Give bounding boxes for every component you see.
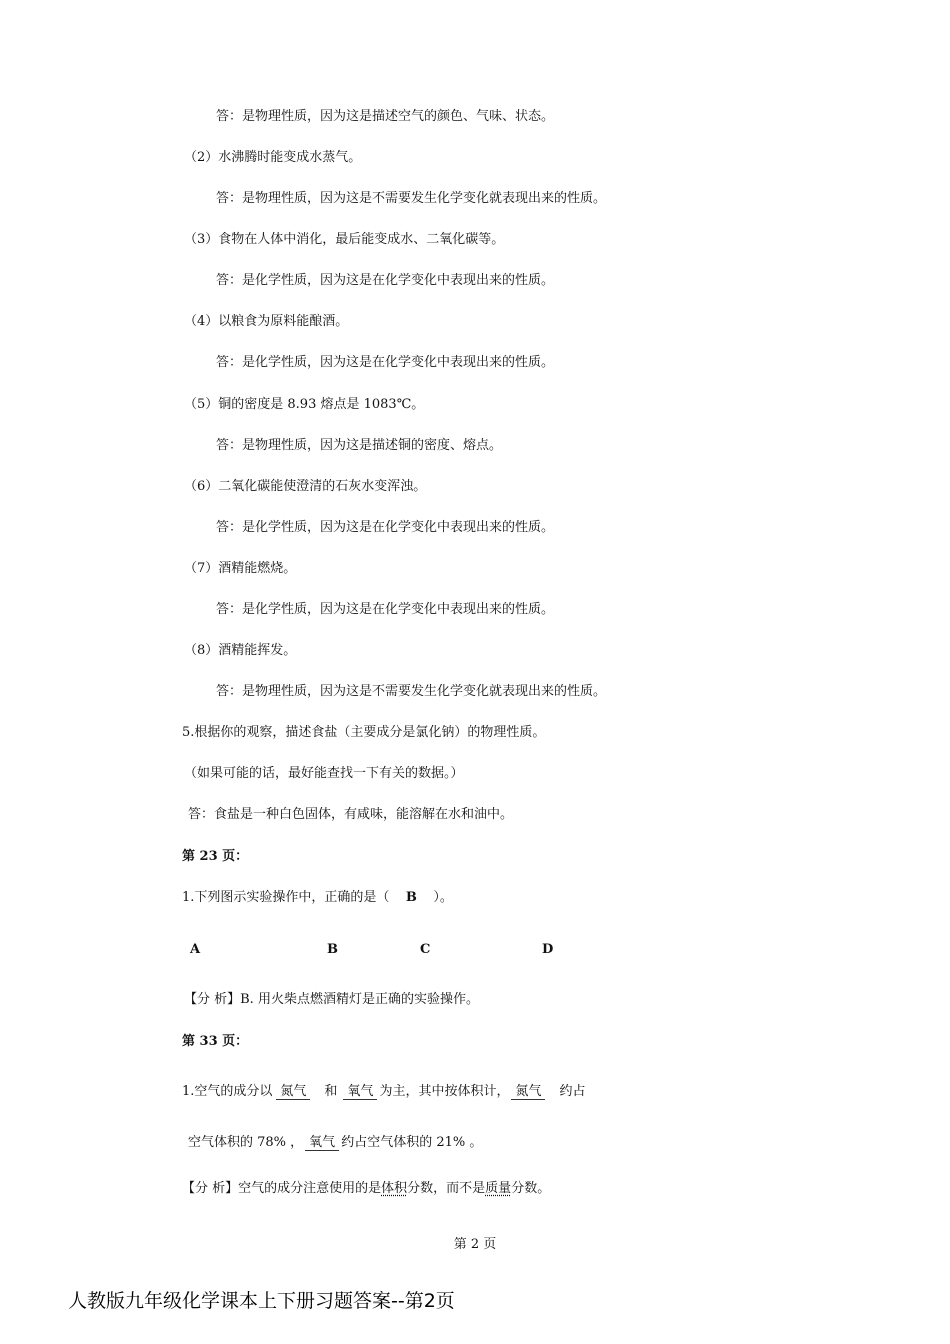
p33-text-a: 1.空气的成分以	[182, 1084, 273, 1099]
question-3: （3）食物在人体中消化，最后能变成水、二氧化碳等。	[184, 232, 505, 247]
p33-analysis	[182, 1180, 550, 1198]
p33-analysis-b: 分数，而不是	[407, 1181, 486, 1196]
question-7: （7）酒精能燃烧。	[184, 561, 297, 576]
p23-question-end: ）。	[433, 890, 453, 905]
option-a: A	[190, 942, 201, 957]
q5-answer: 答：食盐是一种白色固体，有咸味，能溶解在水和油中。	[188, 807, 514, 822]
p33-analysis-a: 【分 析】空气的成分注意使用的是	[182, 1181, 382, 1196]
answer-1: 答：是物理性质，因为这是描述空气的颜色、气味、状态。	[216, 109, 555, 124]
p33-text-e: 空气体积的 78% ，	[188, 1135, 304, 1150]
heading-page-23: 第 23 页：	[182, 849, 249, 864]
question-6: （6）二氧化碳能使澄清的石灰水变浑浊。	[184, 479, 427, 494]
q5-question: 5.根据你的观察，描述食盐（主要成分是氯化钠）的物理性质。	[182, 725, 546, 740]
p33-text-f: 约占空气体积的 21% 。	[341, 1135, 483, 1150]
answer-6: 答：是化学性质，因为这是在化学变化中表现出来的性质。	[216, 520, 555, 535]
blank-2: 氧气	[343, 1084, 377, 1100]
answer-8: 答：是物理性质，因为这是不需要发生化学变化就表现出来的性质。	[216, 684, 607, 699]
blank-1: 氮气	[276, 1084, 310, 1100]
question-5: （5）铜的密度是 8.93 熔点是 1083℃。	[184, 397, 425, 412]
answer-3: 答：是化学性质，因为这是在化学变化中表现出来的性质。	[216, 273, 555, 288]
option-b: B	[327, 942, 338, 957]
question-8: （8）酒精能挥发。	[184, 643, 297, 658]
option-d: D	[542, 942, 554, 957]
p33-text-b: 和	[324, 1084, 338, 1099]
p23-analysis: 【分 析】B. 用火柴点燃酒精灯是正确的实验操作。	[184, 992, 479, 1007]
q5-note: （如果可能的话，最好能查找一下有关的数据。）	[184, 766, 464, 781]
option-c: C	[420, 942, 431, 957]
answer-4: 答：是化学性质，因为这是在化学变化中表现出来的性质。	[216, 355, 555, 370]
emphasis-volume: 体积	[381, 1181, 408, 1196]
blank-4: 氧气	[305, 1135, 339, 1151]
p33-text-c: 为主，其中按体积计，	[379, 1084, 510, 1099]
heading-page-33: 第 33 页：	[182, 1034, 249, 1049]
emphasis-mass: 质量	[485, 1181, 512, 1196]
page-number: 第 2 页	[453, 1237, 497, 1252]
question-4: （4）以粮食为原料能酿酒。	[184, 314, 349, 329]
p23-answer-letter: B	[405, 890, 417, 905]
p33-text-d: 约占	[559, 1084, 586, 1099]
p33-line-2	[188, 1134, 482, 1152]
p33-line-1	[182, 1083, 586, 1101]
question-2: （2）水沸腾时能变成水蒸气。	[184, 150, 362, 165]
answer-2: 答：是物理性质，因为这是不需要发生化学变化就表现出来的性质。	[216, 191, 607, 206]
answer-7: 答：是化学性质，因为这是在化学变化中表现出来的性质。	[216, 602, 555, 617]
p23-question-text: 1.下列图示实验操作中，正确的是（	[182, 890, 390, 905]
answer-5: 答：是物理性质，因为这是描述铜的密度、熔点。	[216, 438, 503, 453]
blank-3: 氮气	[511, 1084, 545, 1100]
footer-title: 人教版九年级化学课本上下册习题答案--第2页	[68, 1290, 455, 1312]
p33-analysis-c: 分数。	[511, 1181, 551, 1196]
p23-question	[182, 889, 453, 907]
